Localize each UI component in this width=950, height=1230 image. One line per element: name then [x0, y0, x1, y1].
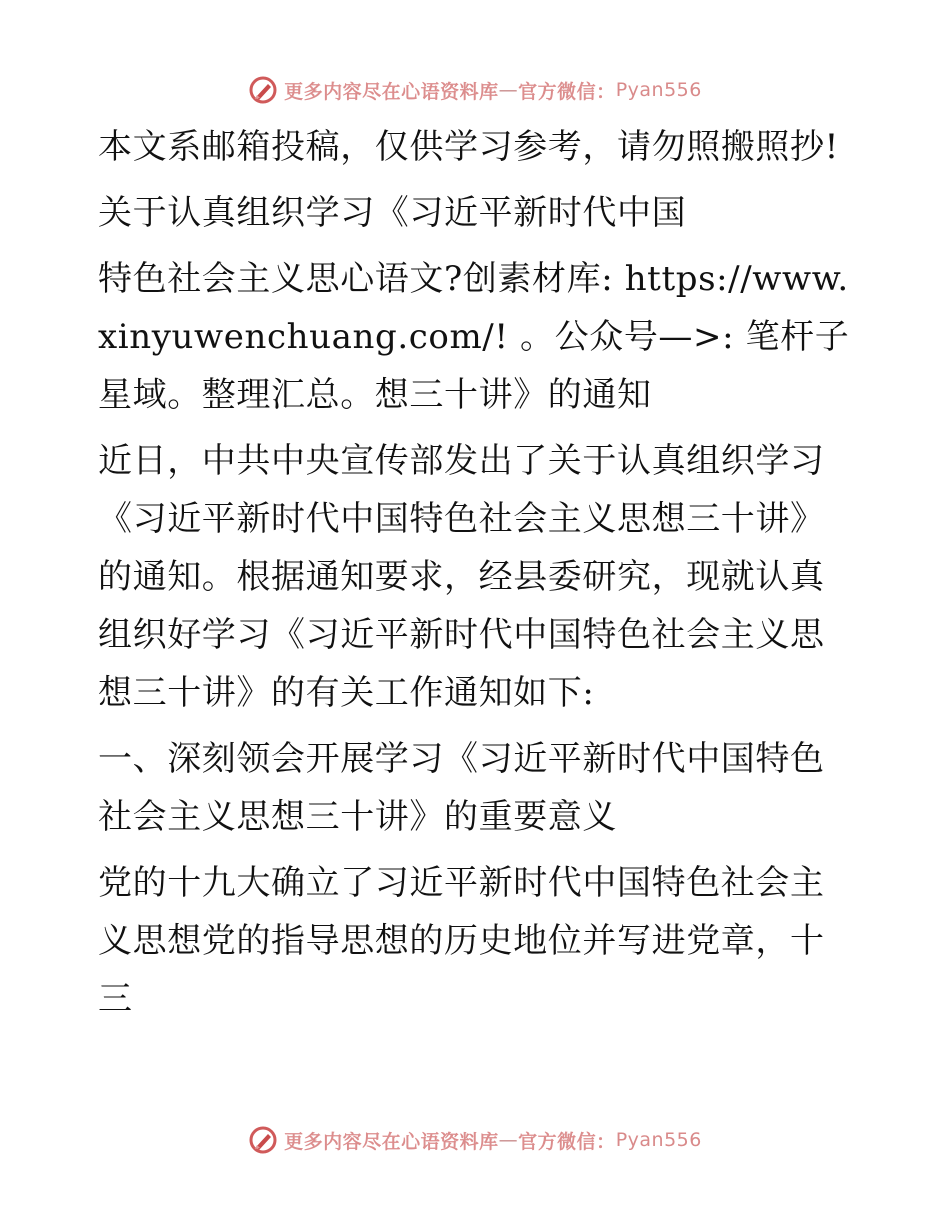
paragraph-title-line-2: 特色社会主义思心语文?创素材库: https://www.xinyuwenchuang.com/! 。公众号—>: 笔杆子星域。整理汇总。想三十讲》的通知 — [98, 259, 850, 415]
paragraph-disclaimer: 本文系邮箱投稿，仅供学习参考，请勿照搬照抄! — [98, 127, 839, 167]
watermark-site-text: 更多内容尽在心语资料库 — [284, 80, 499, 103]
pen-circle-logo-icon — [248, 1125, 278, 1155]
paragraph-intro: 近日，中共中央宣传部发出了关于认真组织学习《习近平新时代中国特色社会主义思想三十讲》的通知。根据通知要求，经县委研究，现就认真组织好学习《习近平新时代中国特色社会主义思想三十讲》的有关工作通知如下: — [98, 441, 825, 713]
watermark-wechat-id: Pyan556 — [615, 1129, 702, 1151]
paragraph-section-heading-1: 一、深刻领会开展学习《习近平新时代中国特色社会主义思想三十讲》的重要意义 — [98, 739, 825, 837]
document-body — [98, 118, 858, 1036]
watermark-site-text: 更多内容尽在心语资料库 — [284, 1130, 499, 1153]
watermark-wechat-label: 官方微信： — [518, 80, 616, 103]
pen-circle-logo-icon — [248, 75, 278, 105]
paragraph-title-line-1: 关于认真组织学习《习近平新时代中国 — [98, 193, 687, 233]
paragraph-body-1: 党的十九大确立了习近平新时代中国特色社会主义思想党的指导思想的历史地位并写进党章，十三 — [98, 863, 825, 1019]
header-watermark — [0, 70, 950, 110]
footer-watermark — [0, 1120, 950, 1160]
watermark-wechat-label: 官方微信： — [518, 1130, 616, 1153]
watermark-wechat-id: Pyan556 — [615, 79, 702, 101]
watermark-dash: — — [498, 79, 519, 101]
watermark-dash: — — [498, 1129, 519, 1151]
